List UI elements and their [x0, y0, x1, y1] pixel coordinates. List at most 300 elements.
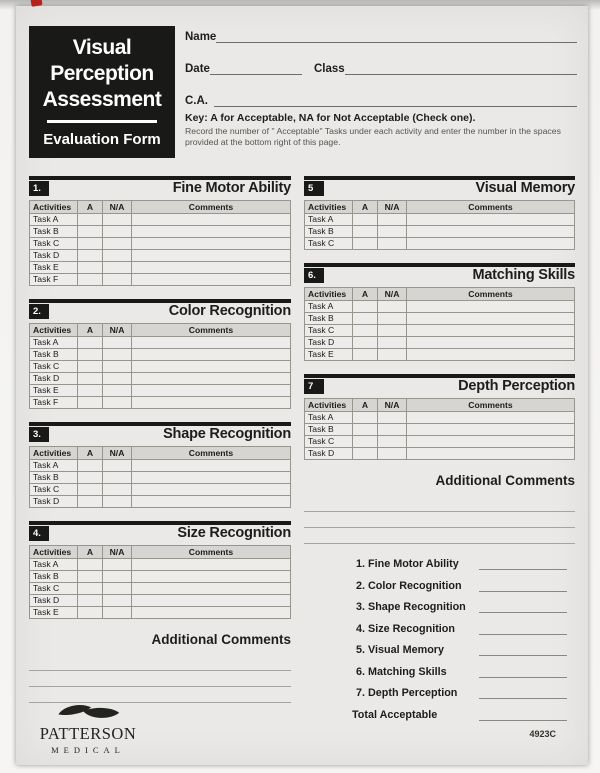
section-title: Fine Motor Ability [172, 180, 291, 196]
not-acceptable-cell[interactable] [103, 607, 132, 619]
acceptable-cell[interactable] [78, 349, 103, 361]
task-label: Task F [30, 397, 78, 409]
acceptable-cell[interactable] [353, 412, 378, 424]
acceptable-cell[interactable] [78, 607, 103, 619]
not-acceptable-cell[interactable] [378, 325, 407, 337]
comment-cell[interactable] [132, 349, 291, 361]
not-acceptable-cell[interactable] [103, 460, 132, 472]
task-label: Task C [305, 238, 353, 250]
summary-label: 4. Size Recognition [356, 622, 455, 635]
not-acceptable-cell[interactable] [103, 226, 132, 238]
column-header: A [353, 399, 378, 412]
acceptable-cell[interactable] [353, 214, 378, 226]
section-number: 2. [29, 304, 49, 320]
task-row [30, 496, 291, 508]
not-acceptable-cell[interactable] [103, 397, 132, 409]
column-header: Comments [132, 546, 291, 559]
section-header [304, 263, 575, 283]
comment-cell[interactable] [132, 385, 291, 397]
task-label: Task C [305, 436, 353, 448]
column-header: Comments [132, 324, 291, 337]
task-label: Task A [305, 301, 353, 313]
section-number: 3. [29, 427, 49, 443]
column-header: Comments [407, 399, 575, 412]
name-label: Name [185, 31, 217, 43]
additional-comments-right [304, 473, 575, 544]
acceptable-cell[interactable] [78, 397, 103, 409]
acceptable-cell[interactable] [78, 595, 103, 607]
section-number: 6. [304, 268, 324, 284]
task-row [30, 226, 291, 238]
column-header: Activities [30, 201, 78, 214]
task-label: Task C [305, 325, 353, 337]
task-table [304, 200, 575, 250]
form-body [29, 176, 574, 730]
task-row [30, 484, 291, 496]
section-title: Visual Memory [475, 180, 575, 196]
form-title-line: Visual [72, 36, 132, 59]
not-acceptable-cell[interactable] [103, 349, 132, 361]
not-acceptable-cell[interactable] [103, 361, 132, 373]
comment-cell[interactable] [132, 214, 291, 226]
task-label: Task D [305, 448, 353, 460]
not-acceptable-cell[interactable] [378, 226, 407, 238]
task-label: Task D [30, 595, 78, 607]
title-box [29, 26, 175, 158]
not-acceptable-cell[interactable] [103, 373, 132, 385]
form-footer [29, 701, 574, 755]
form-code: 4923C [529, 729, 556, 739]
summary-row [304, 580, 575, 592]
section-title: Color Recognition [168, 303, 291, 319]
not-acceptable-cell[interactable] [103, 496, 132, 508]
comment-write-line[interactable] [304, 496, 575, 512]
not-acceptable-cell[interactable] [103, 250, 132, 262]
comment-cell[interactable] [132, 583, 291, 595]
task-label: Task A [30, 337, 78, 349]
task-label: Task D [30, 250, 78, 262]
additional-comments-left [29, 632, 291, 703]
not-acceptable-cell[interactable] [103, 262, 132, 274]
comment-write-line[interactable] [29, 655, 291, 671]
comment-cell[interactable] [132, 262, 291, 274]
additional-comments-heading: Additional Comments [435, 473, 575, 488]
not-acceptable-cell[interactable] [103, 214, 132, 226]
comment-cell[interactable] [132, 361, 291, 373]
section-number: 7 [304, 379, 324, 395]
task-row [305, 337, 575, 349]
acceptable-cell[interactable] [78, 274, 103, 286]
comment-cell[interactable] [407, 325, 575, 337]
comment-cell[interactable] [407, 337, 575, 349]
not-acceptable-cell[interactable] [378, 412, 407, 424]
task-label: Task A [305, 214, 353, 226]
acceptable-cell[interactable] [78, 571, 103, 583]
column-header: Comments [132, 201, 291, 214]
acceptable-cell[interactable] [78, 238, 103, 250]
comment-lines [304, 496, 575, 544]
acceptable-cell[interactable] [78, 559, 103, 571]
task-label: Task A [30, 214, 78, 226]
task-label: Task B [30, 226, 78, 238]
task-row [30, 274, 291, 286]
form-title-line: Assessment [42, 88, 162, 111]
summary-label: 3. Shape Recognition [356, 601, 466, 613]
acceptable-cell[interactable] [78, 496, 103, 508]
task-row [30, 397, 291, 409]
key-line: Key: A for Acceptable, NA for Not Acceptable (Check one). [185, 112, 476, 124]
comment-cell[interactable] [407, 214, 575, 226]
section-title: Size Recognition [177, 525, 291, 541]
task-row [30, 373, 291, 385]
not-acceptable-cell[interactable] [103, 385, 132, 397]
assessment-section [304, 176, 575, 250]
task-row [30, 214, 291, 226]
summary-row [304, 666, 575, 678]
acceptable-cell[interactable] [353, 226, 378, 238]
left-column [29, 176, 291, 730]
task-row [30, 361, 291, 373]
class-input-line[interactable] [345, 62, 577, 75]
not-acceptable-cell[interactable] [378, 424, 407, 436]
assessment-section [304, 263, 575, 361]
task-row [30, 238, 291, 250]
task-row [30, 262, 291, 274]
summary-label: 6. Matching Skills [356, 665, 447, 678]
comment-cell[interactable] [132, 238, 291, 250]
comment-cell[interactable] [407, 238, 575, 250]
comment-write-line[interactable] [304, 528, 575, 544]
summary-label: 5. Visual Memory [356, 644, 445, 656]
task-label: Task B [305, 424, 353, 436]
task-row [305, 226, 575, 238]
comment-write-line[interactable] [304, 512, 575, 528]
summary-score-line[interactable] [479, 580, 567, 592]
assessment-section [29, 176, 291, 286]
section-title: Shape Recognition [163, 426, 291, 442]
task-table [29, 200, 291, 286]
task-row [30, 571, 291, 583]
comment-cell[interactable] [132, 274, 291, 286]
task-label: Task C [30, 484, 78, 496]
acceptable-cell[interactable] [78, 361, 103, 373]
column-header: A [78, 546, 103, 559]
ca-field-row [185, 94, 577, 107]
key-instructions: Record the number of " Acceptable" Tasks under each activity and enter the number in the spaces provided at the bottom right of this page. [185, 126, 561, 147]
summary-list [304, 558, 575, 721]
task-label: Task F [30, 274, 78, 286]
column-header: Activities [305, 288, 353, 301]
comment-cell[interactable] [132, 496, 291, 508]
comment-cell[interactable] [407, 226, 575, 238]
section-header [29, 176, 291, 196]
column-header: A [78, 201, 103, 214]
column-header: A [78, 324, 103, 337]
task-row [30, 583, 291, 595]
column-header: A [78, 447, 103, 460]
section-header [304, 374, 575, 394]
task-label: Task D [30, 496, 78, 508]
header-fields [185, 26, 577, 158]
task-row [30, 250, 291, 262]
section-header [304, 176, 575, 196]
section-header [29, 299, 291, 319]
task-row [30, 349, 291, 361]
section-header [29, 521, 291, 541]
summary-label: Total Acceptable [352, 708, 438, 721]
form-title-line: Perception [50, 62, 154, 85]
column-header: N/A [103, 447, 132, 460]
comment-write-line[interactable] [29, 671, 291, 687]
task-row [30, 460, 291, 472]
date-class-field-row [185, 62, 577, 75]
acceptable-cell[interactable] [78, 226, 103, 238]
acceptable-cell[interactable] [78, 385, 103, 397]
acceptable-cell[interactable] [353, 424, 378, 436]
acceptable-cell[interactable] [353, 313, 378, 325]
table-header-row [30, 324, 291, 337]
brand-subtitle: MEDICAL [51, 745, 125, 755]
name-field-row [185, 30, 577, 43]
summary-score-line[interactable] [479, 558, 567, 570]
patterson-medical-logo [29, 701, 147, 755]
comment-cell[interactable] [132, 484, 291, 496]
table-header-row [305, 201, 575, 214]
not-acceptable-cell[interactable] [378, 337, 407, 349]
form-subtitle: Evaluation Form [43, 131, 161, 148]
date-label: Date [185, 63, 210, 75]
acceptable-cell[interactable] [353, 349, 378, 361]
additional-comments-heading: Additional Comments [151, 632, 291, 647]
column-header: Comments [407, 201, 575, 214]
acceptable-cell[interactable] [78, 250, 103, 262]
summary-row [304, 558, 575, 570]
comment-cell[interactable] [407, 301, 575, 313]
acceptable-cell[interactable] [78, 214, 103, 226]
task-label: Task C [30, 583, 78, 595]
summary-label: 7. Depth Perception [356, 687, 458, 699]
column-header: Activities [305, 201, 353, 214]
acceptable-cell[interactable] [78, 484, 103, 496]
task-row [305, 424, 575, 436]
task-row [30, 607, 291, 619]
summary-row [304, 601, 575, 613]
date-input-line[interactable] [210, 62, 302, 75]
task-label: Task B [305, 226, 353, 238]
comment-lines [29, 655, 291, 703]
column-header: N/A [378, 288, 407, 301]
not-acceptable-cell[interactable] [378, 238, 407, 250]
task-row [30, 472, 291, 484]
comment-cell[interactable] [132, 607, 291, 619]
not-acceptable-cell[interactable] [378, 214, 407, 226]
assessment-section [304, 374, 575, 460]
task-table [29, 446, 291, 508]
table-header-row [305, 399, 575, 412]
not-acceptable-cell[interactable] [103, 472, 132, 484]
comment-cell[interactable] [132, 337, 291, 349]
comment-cell[interactable] [407, 448, 575, 460]
not-acceptable-cell[interactable] [103, 595, 132, 607]
task-label: Task E [30, 607, 78, 619]
summary-label: 2. Color Recognition [356, 579, 462, 592]
task-table [304, 398, 575, 460]
table-header-row [30, 447, 291, 460]
not-acceptable-cell[interactable] [103, 484, 132, 496]
task-label: Task C [30, 361, 78, 373]
task-row [305, 238, 575, 250]
not-acceptable-cell[interactable] [103, 274, 132, 286]
column-header: N/A [378, 201, 407, 214]
task-row [305, 325, 575, 337]
acceptable-cell[interactable] [78, 583, 103, 595]
task-table [29, 323, 291, 409]
summary-row [304, 623, 575, 635]
comment-cell[interactable] [407, 313, 575, 325]
not-acceptable-cell[interactable] [378, 349, 407, 361]
not-acceptable-cell[interactable] [103, 571, 132, 583]
acceptable-cell[interactable] [78, 460, 103, 472]
comment-cell[interactable] [407, 424, 575, 436]
summary-score-line[interactable] [479, 623, 567, 635]
acceptable-cell[interactable] [353, 436, 378, 448]
ca-input-line[interactable] [214, 94, 577, 107]
column-header: Activities [30, 324, 78, 337]
section-title: Matching Skills [472, 267, 575, 283]
assessment-section [29, 422, 291, 508]
acceptable-cell[interactable] [353, 448, 378, 460]
task-label: Task D [305, 337, 353, 349]
column-header: N/A [103, 324, 132, 337]
table-header-row [305, 288, 575, 301]
not-acceptable-cell[interactable] [103, 238, 132, 250]
section-number: 4. [29, 526, 49, 542]
acceptable-cell[interactable] [78, 262, 103, 274]
task-label: Task E [30, 262, 78, 274]
summary-score-line[interactable] [479, 687, 567, 699]
column-header: Comments [132, 447, 291, 460]
not-acceptable-cell[interactable] [103, 337, 132, 349]
task-row [30, 337, 291, 349]
section-title: Depth Perception [458, 378, 575, 394]
column-header: A [353, 288, 378, 301]
task-label: Task B [30, 571, 78, 583]
assessment-section [29, 521, 291, 619]
column-header: Activities [305, 399, 353, 412]
not-acceptable-cell[interactable] [378, 448, 407, 460]
comment-cell[interactable] [132, 460, 291, 472]
task-label: Task B [30, 349, 78, 361]
column-header: Activities [30, 546, 78, 559]
acceptable-cell[interactable] [353, 238, 378, 250]
comment-cell[interactable] [132, 226, 291, 238]
column-header: Comments [407, 288, 575, 301]
table-header-row [30, 546, 291, 559]
right-column [304, 176, 575, 730]
comment-cell[interactable] [132, 397, 291, 409]
comment-cell[interactable] [407, 349, 575, 361]
task-row [305, 448, 575, 460]
task-row [305, 349, 575, 361]
task-label: Task A [30, 559, 78, 571]
acceptable-cell[interactable] [353, 325, 378, 337]
form-header [29, 26, 574, 158]
comment-cell[interactable] [132, 595, 291, 607]
task-row [305, 313, 575, 325]
summary-score-line[interactable] [479, 644, 567, 656]
task-row [305, 301, 575, 313]
column-header: A [353, 201, 378, 214]
summary-score-line[interactable] [479, 666, 567, 678]
task-label: Task A [305, 412, 353, 424]
right-sections [304, 176, 575, 460]
task-label: Task E [305, 349, 353, 361]
not-acceptable-cell[interactable] [378, 313, 407, 325]
not-acceptable-cell[interactable] [378, 436, 407, 448]
task-table [304, 287, 575, 361]
column-header: N/A [378, 399, 407, 412]
acceptable-cell[interactable] [353, 337, 378, 349]
task-label: Task B [305, 313, 353, 325]
comment-cell[interactable] [132, 250, 291, 262]
comment-cell[interactable] [132, 373, 291, 385]
comment-cell[interactable] [407, 412, 575, 424]
acceptable-cell[interactable] [78, 373, 103, 385]
left-sections [29, 176, 291, 619]
comment-cell[interactable] [132, 571, 291, 583]
comment-cell[interactable] [132, 559, 291, 571]
summary-label: 1. Fine Motor Ability [356, 558, 459, 570]
not-acceptable-cell[interactable] [103, 583, 132, 595]
task-label: Task C [30, 238, 78, 250]
name-input-line[interactable] [216, 30, 577, 43]
acceptable-cell[interactable] [78, 472, 103, 484]
column-header: Activities [30, 447, 78, 460]
task-row [30, 559, 291, 571]
summary-row [304, 687, 575, 699]
ca-label: C.A. [185, 95, 208, 107]
comment-cell[interactable] [407, 436, 575, 448]
class-label: Class [313, 63, 345, 75]
title-divider [47, 120, 157, 123]
brand-name: PATTERSON [39, 724, 137, 743]
task-label: Task B [30, 472, 78, 484]
acceptable-cell[interactable] [78, 337, 103, 349]
task-row [305, 412, 575, 424]
column-header: N/A [103, 201, 132, 214]
comment-cell[interactable] [132, 472, 291, 484]
swoosh-leaves-icon [29, 701, 147, 723]
task-table [29, 545, 291, 619]
not-acceptable-cell[interactable] [378, 301, 407, 313]
task-label: Task E [30, 385, 78, 397]
acceptable-cell[interactable] [353, 301, 378, 313]
summary-row [304, 644, 575, 656]
not-acceptable-cell[interactable] [103, 559, 132, 571]
assessment-section [29, 299, 291, 409]
form-page [16, 6, 588, 765]
column-header: N/A [103, 546, 132, 559]
task-label: Task D [30, 373, 78, 385]
section-header [29, 422, 291, 442]
task-row [30, 385, 291, 397]
section-number: 5 [304, 181, 324, 197]
section-number: 1. [29, 181, 49, 197]
summary-score-line[interactable] [479, 601, 567, 613]
task-row [305, 436, 575, 448]
table-header-row [30, 201, 291, 214]
task-row [30, 595, 291, 607]
